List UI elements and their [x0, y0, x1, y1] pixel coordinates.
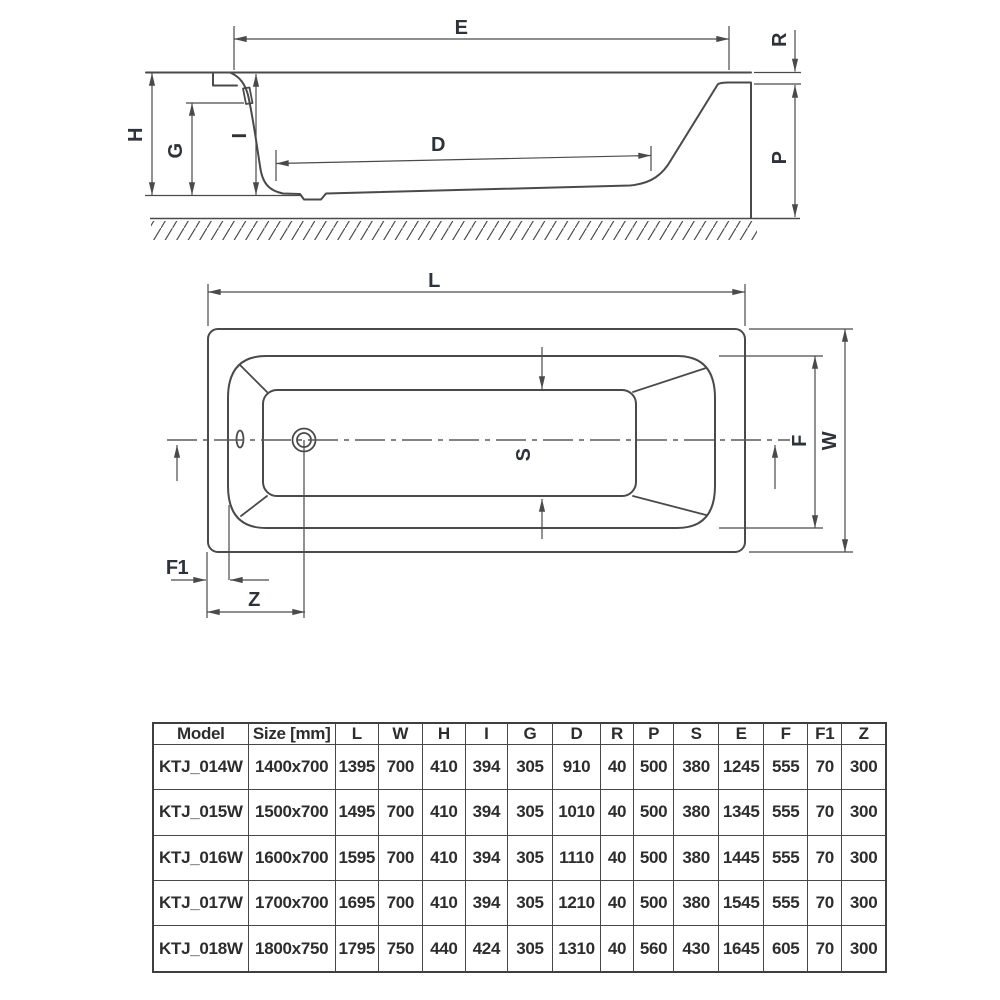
- side-inner-wall-and-floor: [231, 73, 751, 218]
- table-header-cell: Model: [153, 723, 248, 745]
- value-cell: 394: [465, 880, 507, 925]
- value-cell: 394: [465, 790, 507, 835]
- value-cell: 40: [601, 926, 634, 972]
- dim-label-w: W: [819, 431, 841, 451]
- value-cell: 305: [507, 835, 552, 880]
- corner-break-bottom-right: [633, 496, 706, 515]
- dim-label-s: S: [513, 448, 535, 462]
- value-cell: 40: [601, 835, 634, 880]
- table-row: [153, 790, 886, 835]
- value-cell: 700: [378, 790, 422, 835]
- model-cell: KTJ_016W: [153, 835, 248, 880]
- value-cell: 430: [674, 926, 719, 972]
- table-row: [153, 745, 886, 790]
- ground-hatching: [151, 221, 757, 240]
- value-cell: 1545: [719, 880, 764, 925]
- ground: [150, 219, 800, 241]
- table-header-cell: F1: [808, 723, 842, 745]
- value-cell: 380: [674, 745, 719, 790]
- value-cell: 70: [808, 926, 842, 972]
- side-view-dimensions: [145, 26, 801, 217]
- value-cell: 500: [634, 835, 674, 880]
- overflow-hole: [237, 431, 244, 448]
- value-cell: 300: [842, 790, 886, 835]
- dim-label-z: Z: [248, 589, 260, 611]
- value-cell: 300: [842, 745, 886, 790]
- value-cell: 1310: [552, 926, 600, 972]
- value-cell: 555: [764, 835, 808, 880]
- dim-line-d: [276, 156, 651, 164]
- value-cell: 305: [507, 745, 552, 790]
- dim-label-h: H: [125, 128, 147, 142]
- table-header-cell: P: [634, 723, 674, 745]
- table-header-row: [153, 723, 886, 745]
- table-header-cell: R: [601, 723, 634, 745]
- value-cell: 555: [764, 790, 808, 835]
- table-row: [153, 880, 886, 925]
- value-cell: 394: [465, 745, 507, 790]
- value-cell: 410: [422, 880, 465, 925]
- dim-label-e: E: [454, 17, 468, 39]
- value-cell: 40: [601, 745, 634, 790]
- value-cell: 305: [507, 880, 552, 925]
- value-cell: 380: [674, 880, 719, 925]
- model-cell: KTJ_014W: [153, 745, 248, 790]
- dim-label-i: I: [229, 133, 251, 139]
- value-cell: 1595: [335, 835, 378, 880]
- model-cell: KTJ_018W: [153, 926, 248, 972]
- value-cell: 1600x700: [248, 835, 335, 880]
- dim-label-g: G: [165, 143, 187, 159]
- value-cell: 410: [422, 745, 465, 790]
- value-cell: 305: [507, 790, 552, 835]
- corner-break-top-right: [633, 368, 706, 392]
- value-cell: 555: [764, 745, 808, 790]
- value-cell: 70: [808, 880, 842, 925]
- value-cell: 1645: [719, 926, 764, 972]
- dim-label-f: F: [789, 435, 811, 447]
- value-cell: 70: [808, 745, 842, 790]
- table-header-cell: F: [764, 723, 808, 745]
- value-cell: 40: [601, 790, 634, 835]
- value-cell: 750: [378, 926, 422, 972]
- table-row: [153, 835, 886, 880]
- corner-break-bottom-left: [241, 496, 267, 516]
- dim-label-p: P: [769, 151, 791, 165]
- table-header-cell: W: [378, 723, 422, 745]
- value-cell: 1495: [335, 790, 378, 835]
- model-cell: KTJ_015W: [153, 790, 248, 835]
- value-cell: 424: [465, 926, 507, 972]
- value-cell: 410: [422, 790, 465, 835]
- dim-label-l: L: [428, 270, 440, 292]
- table-header-cell: S: [674, 723, 719, 745]
- value-cell: 1400x700: [248, 745, 335, 790]
- side-view-outline: [146, 73, 751, 219]
- table-head: [153, 723, 886, 745]
- value-cell: 1345: [719, 790, 764, 835]
- table-header-cell: L: [335, 723, 378, 745]
- value-cell: 700: [378, 880, 422, 925]
- value-cell: 1445: [719, 835, 764, 880]
- value-cell: 300: [842, 835, 886, 880]
- value-cell: 1695: [335, 880, 378, 925]
- value-cell: 300: [842, 880, 886, 925]
- value-cell: 380: [674, 790, 719, 835]
- value-cell: 1800x750: [248, 926, 335, 972]
- value-cell: 1395: [335, 745, 378, 790]
- value-cell: 555: [764, 880, 808, 925]
- value-cell: 500: [634, 745, 674, 790]
- value-cell: 1795: [335, 926, 378, 972]
- table-body: [153, 745, 886, 973]
- value-cell: 700: [378, 835, 422, 880]
- table-header-cell: Z: [842, 723, 886, 745]
- table-header-cell: H: [422, 723, 465, 745]
- value-cell: 910: [552, 745, 600, 790]
- value-cell: 1110: [552, 835, 600, 880]
- value-cell: 500: [634, 790, 674, 835]
- dimensions-table: [152, 722, 887, 973]
- table-header-cell: G: [507, 723, 552, 745]
- dim-label-f1: F1: [165, 557, 189, 579]
- value-cell: 70: [808, 835, 842, 880]
- basin-floor-outline: [263, 390, 636, 496]
- value-cell: 500: [634, 880, 674, 925]
- table-header-cell: Size [mm]: [248, 723, 335, 745]
- value-cell: 1700x700: [248, 880, 335, 925]
- value-cell: 700: [378, 745, 422, 790]
- top-view-dimensions: [171, 284, 853, 618]
- value-cell: 380: [674, 835, 719, 880]
- dim-label-d: D: [431, 134, 445, 156]
- value-cell: 440: [422, 926, 465, 972]
- model-cell: KTJ_017W: [153, 880, 248, 925]
- table-row: [153, 926, 886, 972]
- value-cell: 70: [808, 790, 842, 835]
- value-cell: 410: [422, 835, 465, 880]
- value-cell: 1500x700: [248, 790, 335, 835]
- basin-rim-outline: [228, 356, 715, 528]
- value-cell: 1210: [552, 880, 600, 925]
- value-cell: 1245: [719, 745, 764, 790]
- table-header-cell: D: [552, 723, 600, 745]
- corner-break-top-left: [240, 365, 267, 392]
- value-cell: 300: [842, 926, 886, 972]
- value-cell: 1010: [552, 790, 600, 835]
- value-cell: 305: [507, 926, 552, 972]
- value-cell: 560: [634, 926, 674, 972]
- dim-label-r: R: [769, 33, 791, 47]
- value-cell: 40: [601, 880, 634, 925]
- table-header-cell: E: [719, 723, 764, 745]
- table-header-cell: I: [465, 723, 507, 745]
- value-cell: 394: [465, 835, 507, 880]
- value-cell: 605: [764, 926, 808, 972]
